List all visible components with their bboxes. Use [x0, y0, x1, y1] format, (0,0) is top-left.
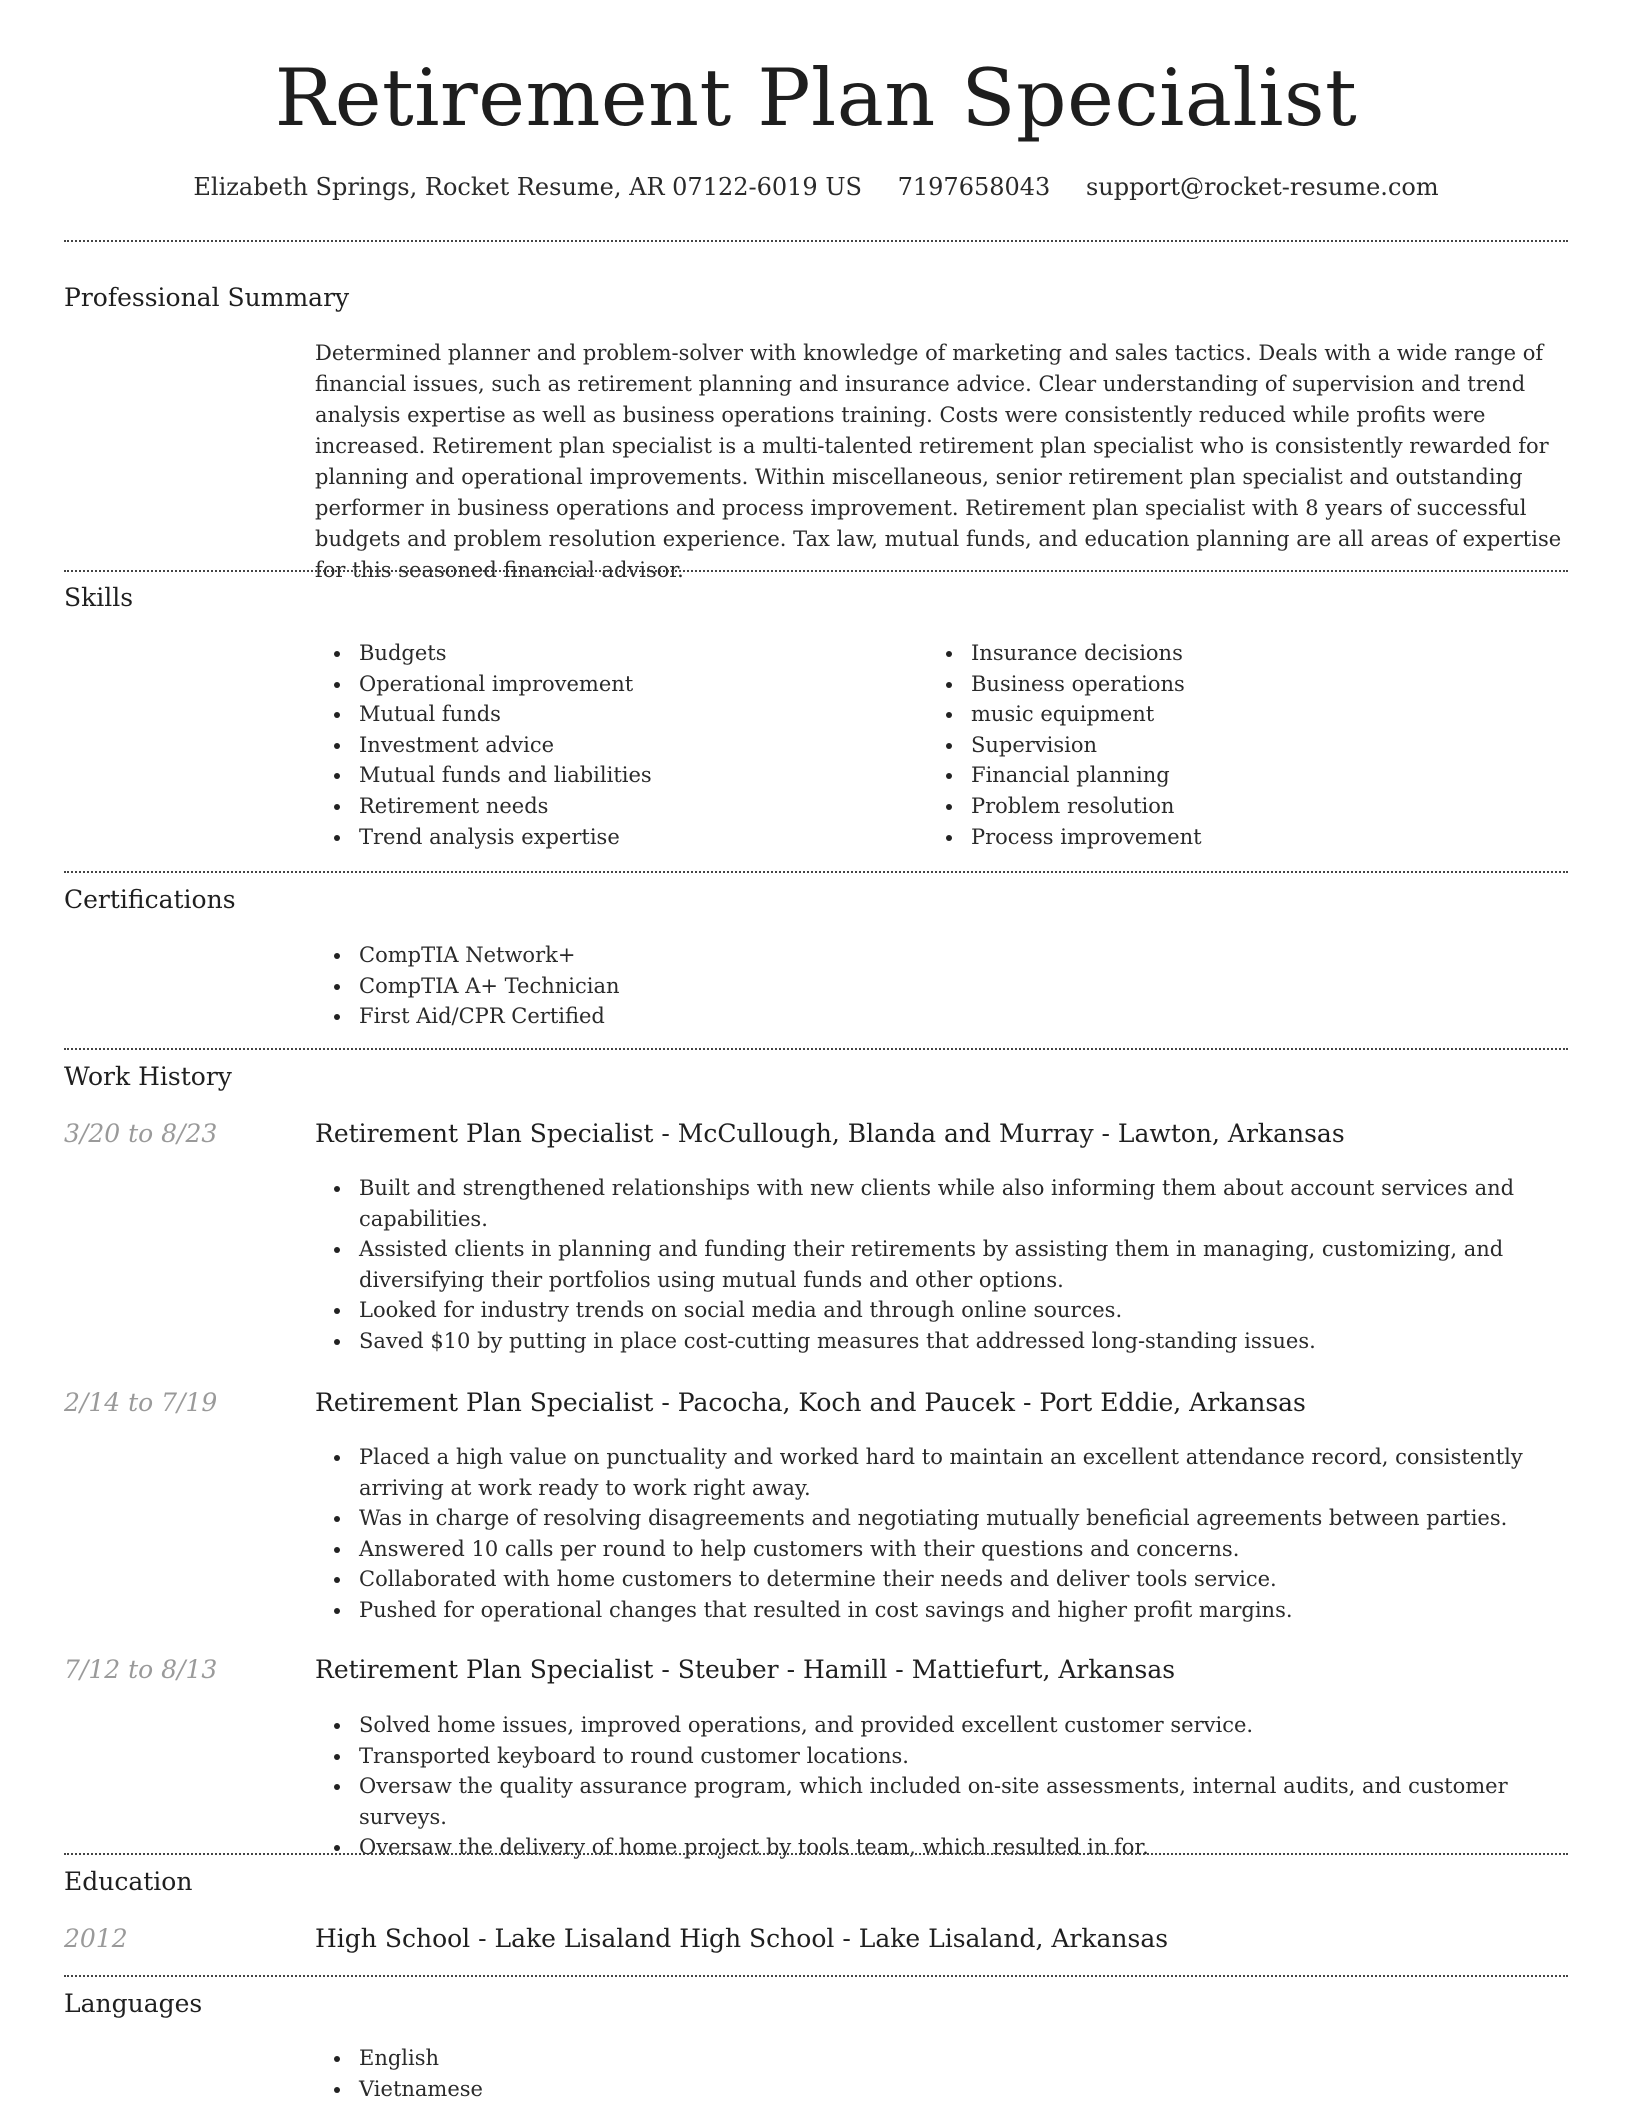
summary-text: Determined planner and problem-solver with knowledge of marketing and sales tactics. Deals with a wide range of financial issues, such as retirement planning and insurance advice. Clear understanding of supervision and trend analysis expertise as well as business operations training. Costs were consistently reduced while profits were increased. Retirement plan specialist is a multi-talented retirement plan specialist who is consistently rewarded for planning and operational improvements. Within miscellaneous, senior retirement plan specialist and outstanding performer in business operations and process improvement. Retirement plan specialist with 8 years of successful budgets and problem resolution experience. Tax law, mutual funds, and education planning are all areas of expertise for this seasoned financial advisor.: [315, 341, 1562, 582]
certifications-heading: Certifications: [64, 885, 236, 914]
list-item: Was in charge of resolving disagreements and negotiating mutually beneficial agreements between parties.: [315, 1503, 1565, 1534]
list-item: Built and strengthened relationships with new clients while also informing them about account services and capabilities.: [315, 1173, 1565, 1234]
divider: [64, 570, 1568, 572]
list-item: Investment advice: [315, 730, 915, 761]
list-item: Problem resolution: [927, 791, 1527, 822]
list-item: Mutual funds and liabilities: [315, 760, 915, 791]
job-title: Retirement Plan Specialist - McCullough, Blanda and Murray - Lawton, Arkansas: [315, 1119, 1345, 1148]
job-title: Retirement Plan Specialist - Steuber - Hamill - Mattiefurt, Arkansas: [315, 1655, 1176, 1684]
list-item: Answered 10 calls per round to help customers with their questions and concerns.: [315, 1534, 1565, 1565]
work-heading: Work History: [64, 1062, 232, 1091]
list-item: Supervision: [927, 730, 1527, 761]
contact-address: Elizabeth Springs, Rocket Resume, AR 07122-6019 US: [193, 173, 862, 201]
education-heading: Education: [64, 1867, 193, 1896]
list-item: Mutual funds: [315, 699, 915, 730]
list-item: First Aid/CPR Certified: [315, 1001, 1515, 1032]
list-item: Operational improvement: [315, 669, 915, 700]
contact-line: [0, 170, 1632, 204]
list-item: English: [315, 2043, 1515, 2074]
list-item: Budgets: [315, 638, 915, 669]
list-item: Insurance decisions: [927, 638, 1527, 669]
skills-list-left: [315, 638, 915, 852]
divider: [64, 1975, 1568, 1977]
list-item: music equipment: [927, 699, 1527, 730]
certifications-list: [315, 940, 1515, 1032]
list-item: Business operations: [927, 669, 1527, 700]
list-item: Financial planning: [927, 760, 1527, 791]
divider: [64, 1048, 1568, 1050]
job-bullets: [315, 1710, 1565, 1863]
skills-heading: Skills: [64, 583, 134, 612]
list-item: Vietnamese: [315, 2074, 1515, 2105]
resume-title: Retirement Plan Specialist: [274, 52, 1358, 144]
list-item: Retirement needs: [315, 791, 915, 822]
list-item: Collaborated with home customers to determine their needs and deliver tools service.: [315, 1564, 1565, 1595]
languages-list: [315, 2043, 1515, 2104]
languages-heading: Languages: [64, 1989, 203, 2018]
list-item: Saved $10 by putting in place cost-cutting measures that addressed long-standing issues.: [315, 1326, 1565, 1357]
list-item: Oversaw the quality assurance program, which included on-site assessments, internal audits, and customer surveys.: [315, 1771, 1565, 1832]
list-item: CompTIA A+ Technician: [315, 971, 1515, 1002]
education-year: 2012: [64, 1924, 128, 1953]
list-item: Placed a high value on punctuality and worked hard to maintain an excellent attendance record, consistently arriving at work ready to work right away.: [315, 1442, 1565, 1503]
contact-email: support@rocket-resume.com: [1085, 173, 1439, 201]
job-dates: 7/12 to 8/13: [64, 1655, 218, 1684]
list-item: Pushed for operational changes that resulted in cost savings and higher profit margins.: [315, 1595, 1565, 1626]
list-item: Looked for industry trends on social media and through online sources.: [315, 1295, 1565, 1326]
list-item: Solved home issues, improved operations, and provided excellent customer service.: [315, 1710, 1565, 1741]
divider: [64, 240, 1568, 242]
job-bullets: [315, 1173, 1565, 1357]
job-dates: 3/20 to 8/23: [64, 1119, 218, 1148]
list-item: Oversaw the delivery of home project by tools team, which resulted in for.: [315, 1832, 1565, 1863]
list-item: Process improvement: [927, 822, 1527, 853]
education-entry: High School - Lake Lisaland High School - Lake Lisaland, Arkansas: [315, 1924, 1169, 1953]
contact-phone: 7197658043: [897, 173, 1051, 201]
list-item: Transported keyboard to round customer locations.: [315, 1741, 1565, 1772]
list-item: CompTIA Network+: [315, 940, 1515, 971]
job-bullets: [315, 1442, 1565, 1626]
job-title: Retirement Plan Specialist - Pacocha, Koch and Paucek - Port Eddie, Arkansas: [315, 1388, 1306, 1417]
list-item: Trend analysis expertise: [315, 822, 915, 853]
summary-heading: Professional Summary: [64, 283, 350, 312]
divider: [64, 1853, 1568, 1855]
skills-list-right: [927, 638, 1527, 852]
list-item: Assisted clients in planning and funding their retirements by assisting them in managing, customizing, and diversifying their portfolios using mutual funds and other options.: [315, 1234, 1565, 1295]
divider: [64, 871, 1568, 873]
job-dates: 2/14 to 7/19: [64, 1388, 218, 1417]
